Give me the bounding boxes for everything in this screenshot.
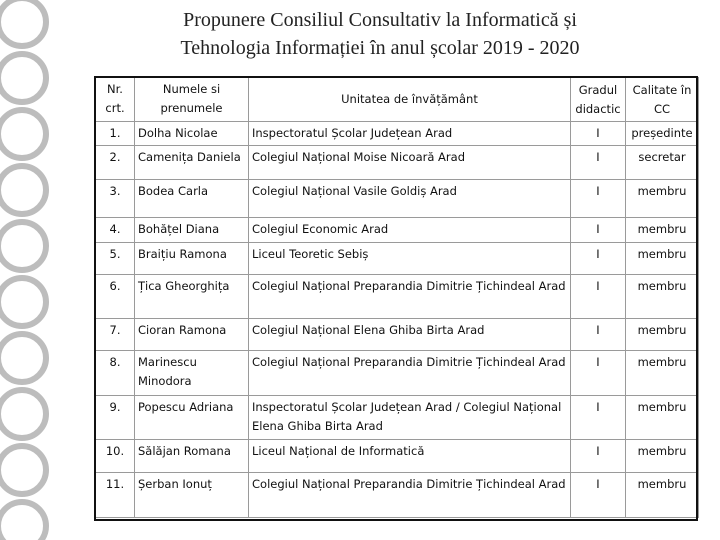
- column-header-name: Numele si prenumele: [135, 78, 249, 122]
- cell-unit: Colegiul Economic Arad: [249, 218, 571, 243]
- cell-unit: Colegiul Național Vasile Goldiș Arad: [249, 180, 571, 218]
- cell-unit: Colegiul Național Preparandia Dimitrie Țichindeal Arad: [249, 351, 571, 396]
- cell-grade: I: [571, 396, 626, 440]
- cell-name: Marinescu Minodora: [135, 351, 249, 396]
- cell-name: Popescu Adriana: [135, 396, 249, 440]
- column-header-nr: Nr. crt.: [96, 78, 135, 122]
- cell-grade: I: [571, 351, 626, 396]
- cell-unit: Colegiul Național Preparandia Dimitrie Țichindeal Arad: [249, 473, 571, 518]
- cell-name: Bohățel Diana: [135, 218, 249, 243]
- table-row: [96, 122, 699, 146]
- cell-role: membru: [626, 218, 699, 243]
- cell-nr: 9.: [96, 396, 135, 440]
- cell-grade: I: [571, 319, 626, 351]
- table-row: [96, 243, 699, 275]
- cell-name: Braițiu Ramona: [135, 243, 249, 275]
- cell-role: membru: [626, 440, 699, 473]
- cell-role: președinte: [626, 122, 699, 146]
- cell-grade: I: [571, 275, 626, 319]
- cell-role: membru: [626, 180, 699, 218]
- cell-unit: Colegiul Național Moise Nicoară Arad: [249, 146, 571, 180]
- cell-grade: I: [571, 218, 626, 243]
- cell-nr: 8.: [96, 351, 135, 396]
- cell-nr: 4.: [96, 218, 135, 243]
- members-table: [95, 77, 699, 518]
- column-header-grade: Gradul didactic: [571, 78, 626, 122]
- cell-role: membru: [626, 275, 699, 319]
- cell-grade: I: [571, 146, 626, 180]
- cell-nr: 6.: [96, 275, 135, 319]
- column-header-unit: Unitatea de învățământ: [249, 78, 571, 122]
- cell-nr: 5.: [96, 243, 135, 275]
- cell-unit: Inspectoratul Școlar Județean Arad: [249, 122, 571, 146]
- cell-name: Țica Gheorghița: [135, 275, 249, 319]
- table-row: [96, 275, 699, 319]
- cell-name: Cioran Ramona: [135, 319, 249, 351]
- table-row: [96, 319, 699, 351]
- cell-unit: Colegiul Național Elena Ghiba Birta Arad: [249, 319, 571, 351]
- cell-grade: I: [571, 473, 626, 518]
- cell-name: Sălăjan Romana: [135, 440, 249, 473]
- cell-name: Camenița Daniela: [135, 146, 249, 180]
- cell-name: Dolha Nicolae: [135, 122, 249, 146]
- cell-role: membru: [626, 351, 699, 396]
- table-row: [96, 396, 699, 440]
- table-row: [96, 440, 699, 473]
- cell-grade: I: [571, 122, 626, 146]
- title-line-2: Tehnologia Informației în anul școlar 2019 - 2020: [180, 37, 580, 59]
- cell-role: membru: [626, 319, 699, 351]
- cell-nr: 1.: [96, 122, 135, 146]
- cell-nr: 11.: [96, 473, 135, 518]
- table-header-row: [96, 78, 699, 122]
- table-row: [96, 218, 699, 243]
- cell-unit: Colegiul Național Preparandia Dimitrie Țichindeal Arad: [249, 275, 571, 319]
- cell-nr: 2.: [96, 146, 135, 180]
- cell-role: membru: [626, 473, 699, 518]
- cell-grade: I: [571, 243, 626, 275]
- cell-name: Șerban Ionuț: [135, 473, 249, 518]
- cell-grade: I: [571, 180, 626, 218]
- cell-name: Bodea Carla: [135, 180, 249, 218]
- table-row: [96, 180, 699, 218]
- cell-role: membru: [626, 396, 699, 440]
- column-header-role: Calitate în CC: [626, 78, 699, 122]
- cell-nr: 3.: [96, 180, 135, 218]
- decorative-ring-border: [0, 0, 60, 540]
- cell-nr: 7.: [96, 319, 135, 351]
- title-line-1: Propunere Consiliul Consultativ la Informatică și: [183, 9, 577, 31]
- table-row: [96, 351, 699, 396]
- cell-grade: I: [571, 440, 626, 473]
- cell-nr: 10.: [96, 440, 135, 473]
- table-row: [96, 146, 699, 180]
- cell-unit: Inspectoratul Școlar Județean Arad / Colegiul Național Elena Ghiba Birta Arad: [249, 396, 571, 440]
- cell-role: membru: [626, 243, 699, 275]
- table-row: [96, 473, 699, 518]
- cell-role: secretar: [626, 146, 699, 180]
- cell-unit: Liceul Teoretic Sebiș: [249, 243, 571, 275]
- page-title: [100, 6, 660, 62]
- cell-unit: Liceul Național de Informatică: [249, 440, 571, 473]
